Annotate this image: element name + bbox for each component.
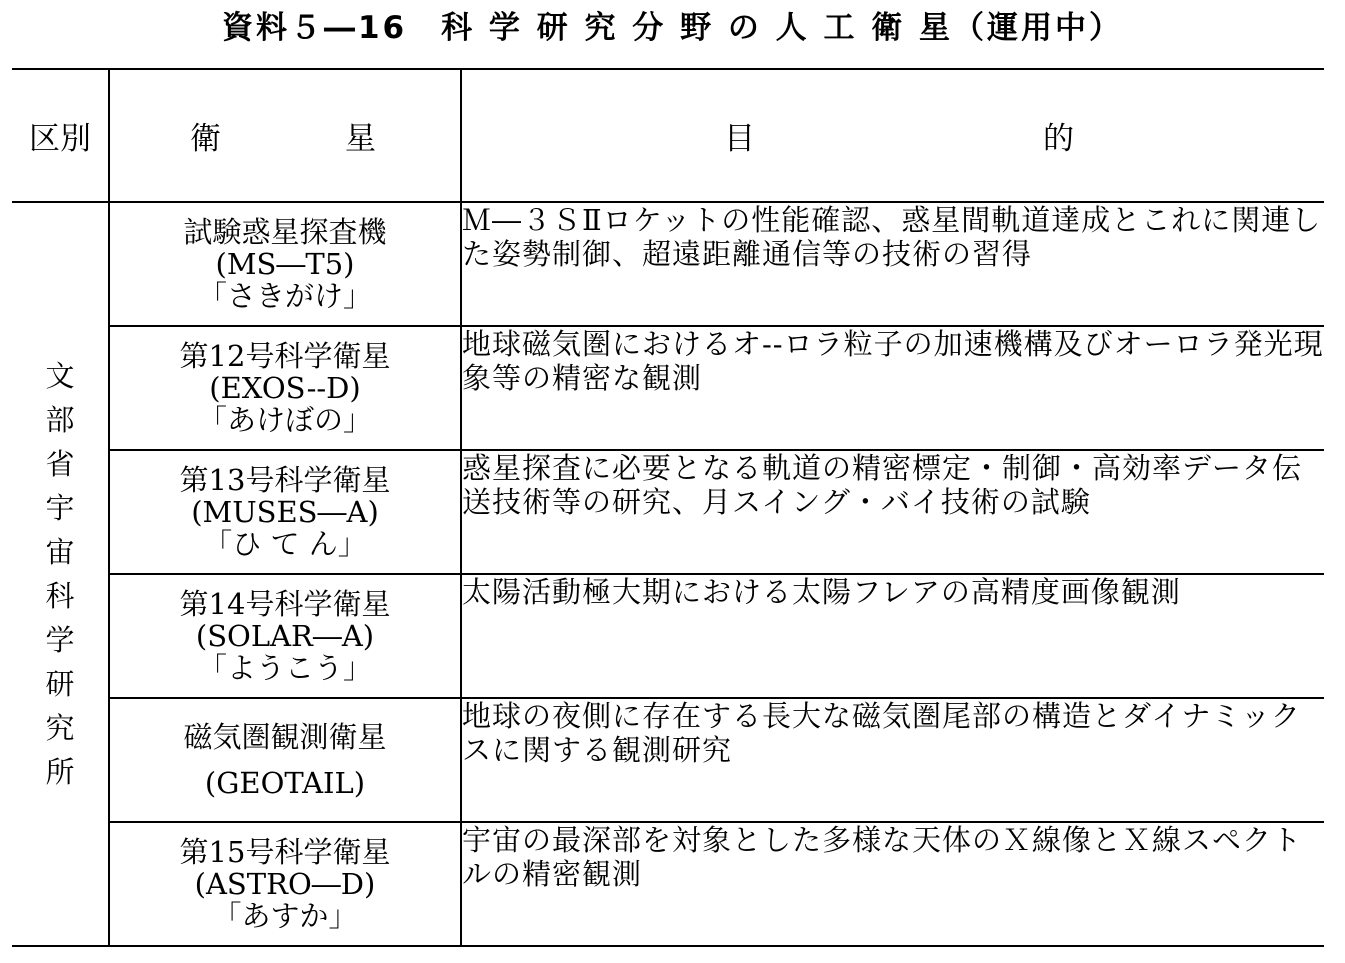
org-char: 省 (45, 447, 75, 481)
header-eisei-char-1: 衛 (190, 121, 221, 157)
org-char: 宙 (45, 535, 75, 569)
org-char: 文 (45, 359, 75, 393)
satellite-code: (MS―T5) (215, 247, 355, 281)
table-row (12, 202, 1324, 326)
satellite-name: 磁気圏観測衛星 (183, 720, 387, 754)
org-char: 研 (45, 667, 75, 701)
satellite-cell (109, 698, 461, 822)
satellite-name: 試験惑星探査機 (183, 215, 387, 249)
header-mokuteki (461, 69, 1324, 202)
satellite-code: (ASTRO―D) (194, 867, 376, 901)
satellite-cell (109, 574, 461, 698)
header-eisei-char-2: 星 (345, 121, 376, 157)
org-char: 部 (45, 403, 75, 437)
header-kubetsu: 区別 (12, 69, 109, 202)
satellite-spacer (110, 753, 460, 767)
satellite-code: (EXOS--D) (209, 371, 361, 405)
org-char: 科 (45, 579, 75, 613)
satellite-nickname: 「あけぼの」 (197, 403, 372, 437)
purpose-cell: 地球の夜側に存在する長大な磁気圏尾部の構造とダイナミックスに関する観測研究 (461, 698, 1324, 822)
satellite-cell (109, 450, 461, 574)
satellite-nickname: 「さきがけ」 (197, 279, 372, 313)
org-char: 究 (45, 711, 75, 745)
table-row (12, 822, 1324, 946)
satellite-name: 第14号科学衛星 (179, 587, 391, 621)
satellite-nickname: 「ようこう」 (197, 651, 372, 685)
org-char: 学 (45, 623, 75, 657)
satellite-nickname: 「ひ て ん」 (203, 527, 367, 561)
purpose-cell: Ｍ―３ＳⅡロケットの性能確認、惑星間軌道達成とこれに関連した姿勢制御、超遠距離通信等の技術の習得 (461, 202, 1324, 326)
satellite-code: (MUSES―A) (191, 495, 379, 529)
purpose-cell: 惑星探査に必要となる軌道の精密標定・制御・高効率データ伝送技術等の研究、月スイング・バイ技術の試験 (461, 450, 1324, 574)
org-char: 所 (45, 755, 75, 789)
purpose-cell: 地球磁気圏におけるオ--ロラ粒子の加速機構及びオーロラ発光現象等の精密な観測 (461, 326, 1324, 450)
purpose-cell: 宇宙の最深部を対象とした多様な天体のＸ線像とＸ線スペクトルの精密観測 (461, 822, 1324, 946)
satellite-cell (109, 202, 461, 326)
table-header-row (12, 69, 1324, 202)
satellite-name: 第13号科学衛星 (179, 463, 391, 497)
org-cell (12, 202, 109, 946)
header-mokuteki-char-1: 目 (724, 121, 755, 157)
satellite-name: 第15号科学衛星 (179, 835, 391, 869)
org-char: 宇 (45, 491, 75, 525)
header-eisei (109, 69, 461, 202)
satellite-cell (109, 326, 461, 450)
satellite-code: (GEOTAIL) (204, 766, 366, 800)
satellite-nickname: 「あすか」 (212, 899, 358, 933)
table-row (12, 326, 1324, 450)
table-row (12, 450, 1324, 574)
purpose-cell: 太陽活動極大期における太陽フレアの高精度画像観測 (461, 574, 1324, 698)
page-title: 資料５―16 科 学 研 究 分 野 の 人 工 衛 星（運用中） (221, 10, 1124, 46)
satellite-cell (109, 822, 461, 946)
satellite-table (12, 68, 1324, 947)
header-mokuteki-char-2: 的 (1043, 121, 1074, 157)
satellite-name: 第12号科学衛星 (179, 339, 391, 373)
table-row (12, 698, 1324, 822)
satellite-code: (SOLAR―A) (195, 619, 375, 653)
table-row (12, 574, 1324, 698)
